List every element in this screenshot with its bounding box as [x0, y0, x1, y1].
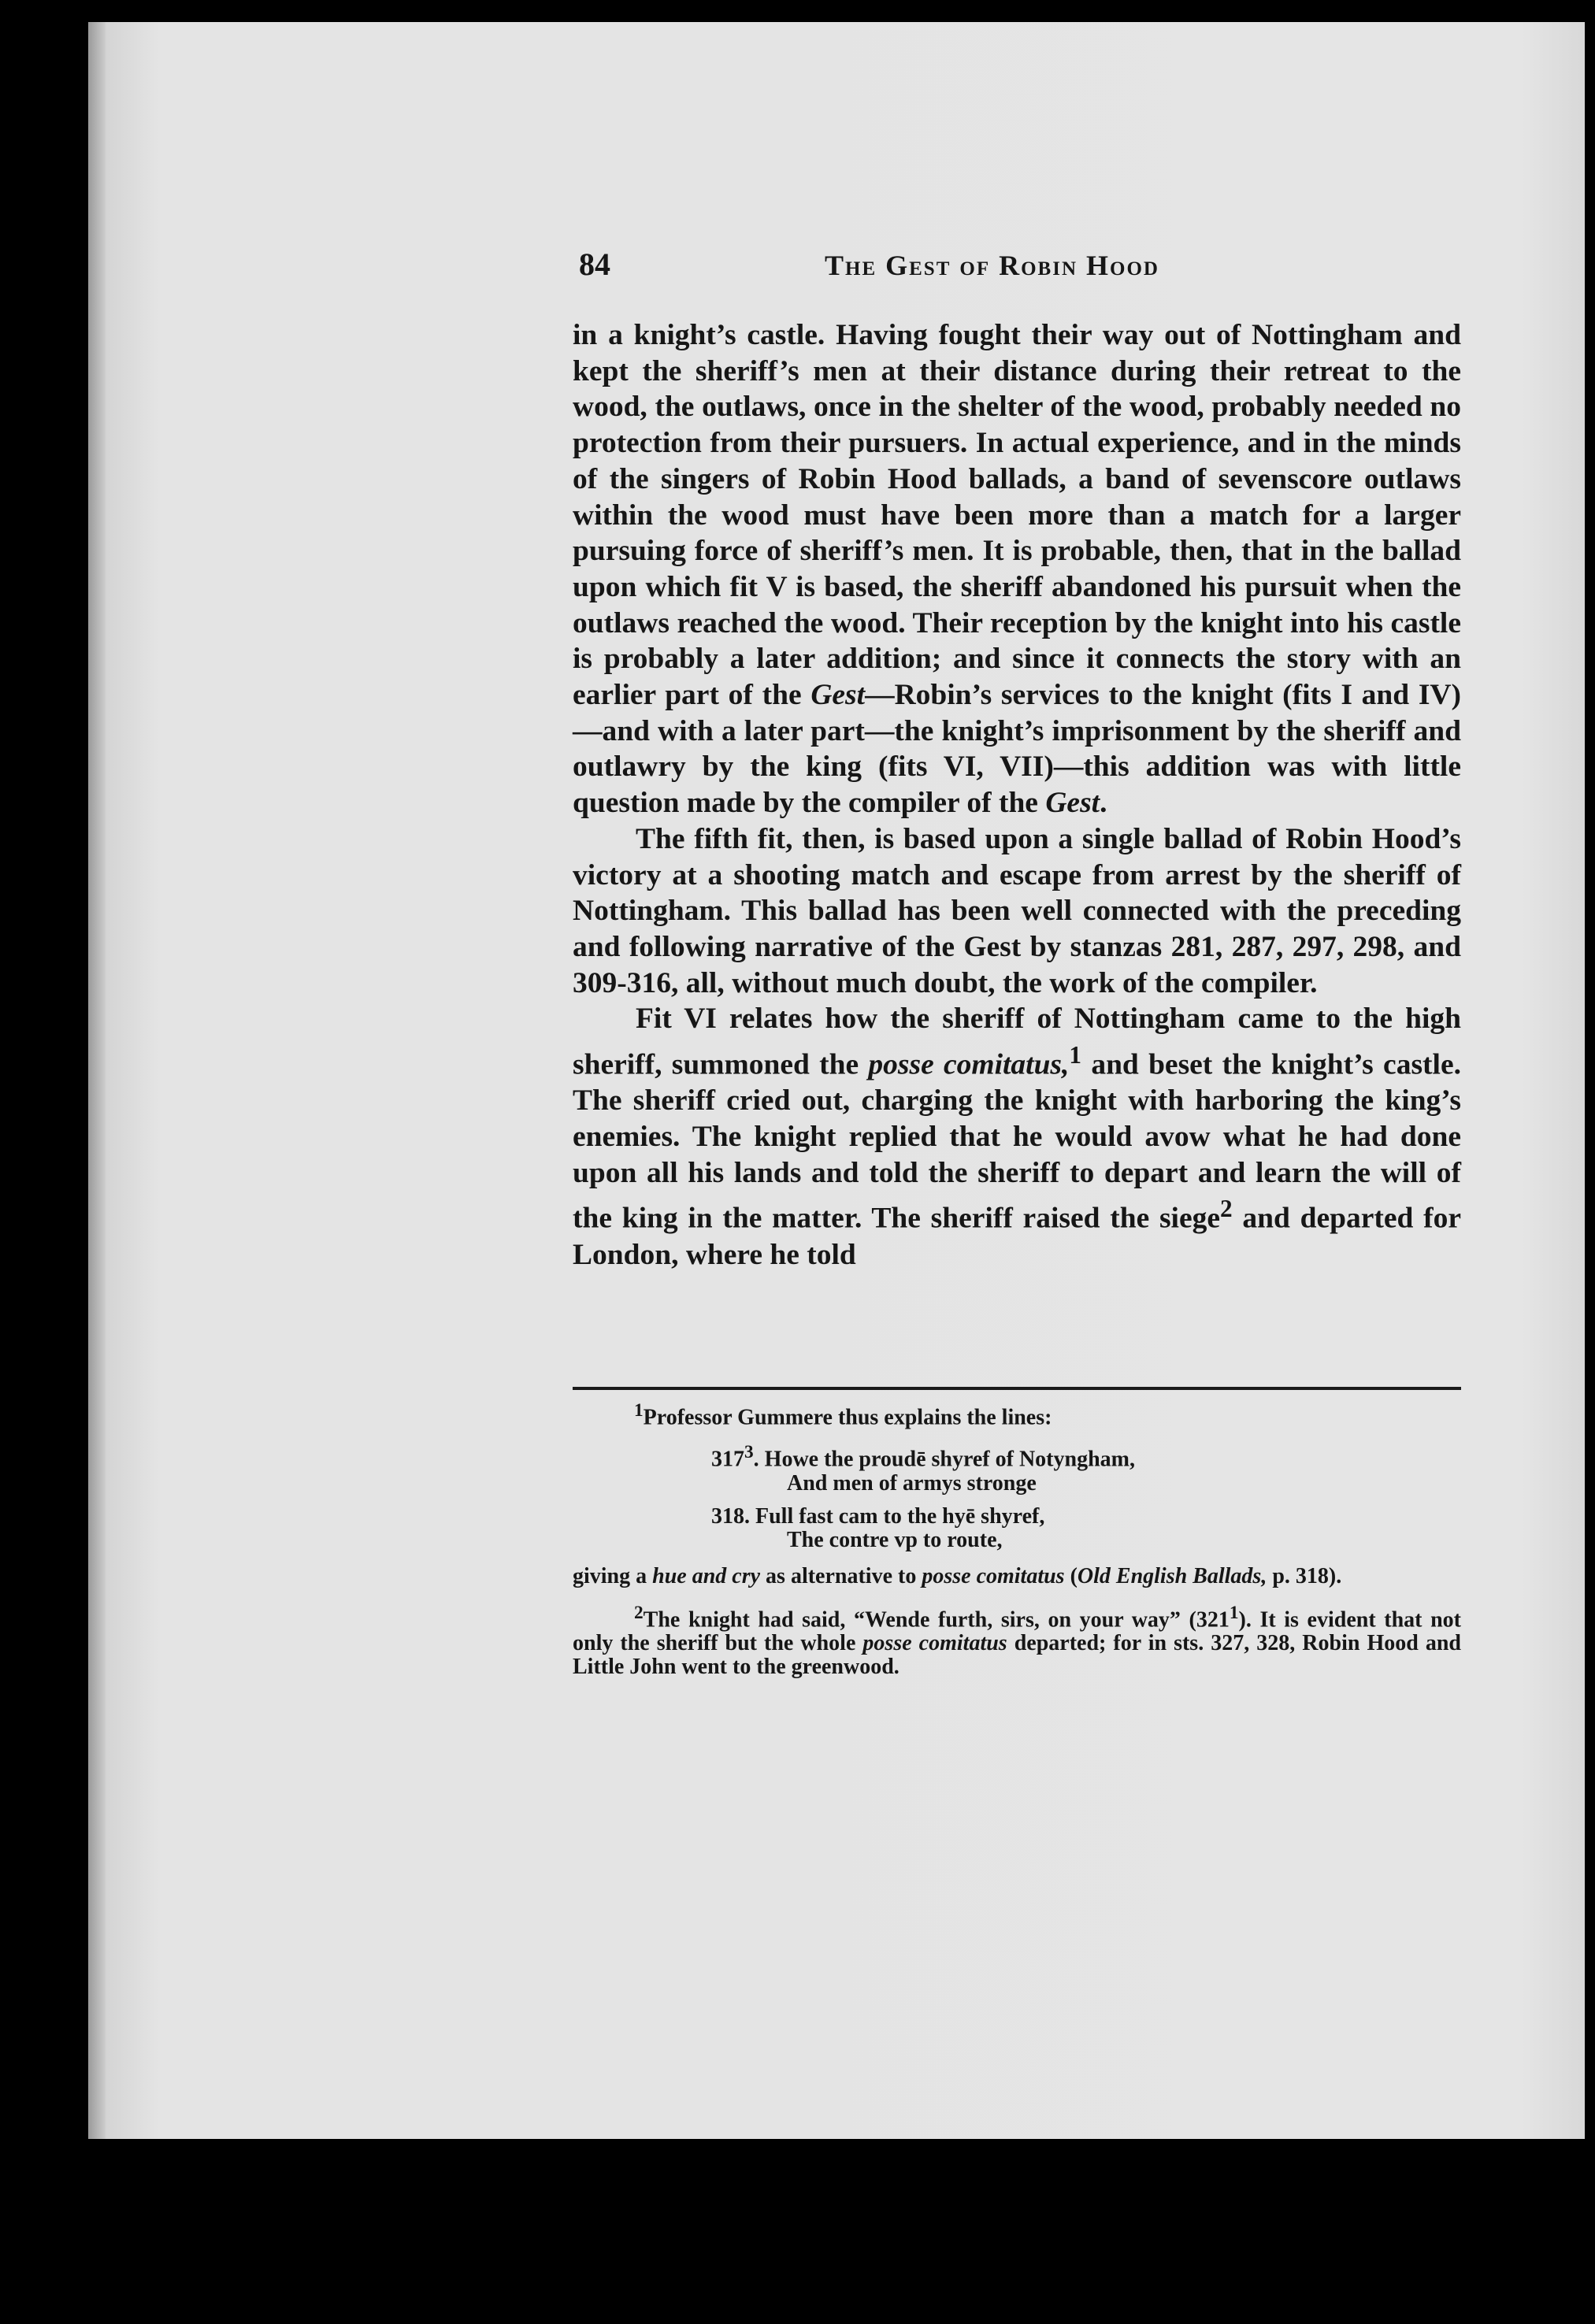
footnote-1-mark: 1	[634, 1400, 644, 1421]
footnote-ref-2: 2	[1220, 1195, 1233, 1223]
footnote-1-text-d: p. 318).	[1267, 1563, 1342, 1588]
stanza-number-318: 318.	[711, 1503, 750, 1529]
paragraph-1-text-a: in a knight’s castle. Having fought their way out of Nottingham and kept the sheriff’s men at their distance during their retreat to the wood, the outlaws, once in the shelter of the wood, probably needed no protection from their pursuers. In actual experience, and in the minds of the singers of Robin Hood ballads, a band of sevenscore outlaws within the wood must have been more than a match for a larger pursuing force of sheriff’s men. It is probable, then, that in the ballad upon which fit V is based, the sheriff abandoned his pursuit when the outlaws reached the wood. Their reception by the knight into his castle is probably a later addition; and since it connects the story with an earlier part of the	[573, 319, 1461, 712]
footnote-2-sup: 1	[1229, 1602, 1239, 1623]
footnote-1-intro	[573, 1399, 1461, 1429]
footnote-1-text-a: giving a	[573, 1563, 653, 1588]
footnote-1-intro-text: Professor Gummere thus explains the lines:	[643, 1405, 1052, 1430]
footnote-2-text-c: departed; for in sts. 327, 328, Robin Hood and Little John went to the greenwood.	[573, 1630, 1461, 1679]
paragraph-3	[573, 1001, 1461, 1273]
footnote-ref-1: 1	[1069, 1041, 1082, 1069]
posse-comitatus-footnote-term: posse comitatus	[922, 1563, 1065, 1588]
stanza-line-mark: 3	[744, 1442, 754, 1463]
page-header	[579, 246, 1461, 293]
footnotes	[573, 1399, 1461, 1679]
gest-title-1: Gest	[810, 679, 866, 712]
paragraph-1	[573, 317, 1461, 821]
posse-comitatus-footnote-2-term: posse comitatus	[862, 1630, 1007, 1655]
footnote-1-continuation	[573, 1565, 1461, 1588]
footnote-1-text-c: (	[1064, 1563, 1078, 1588]
page-number: 84	[579, 246, 610, 282]
paragraph-3-text-c: and departed for London, where he told	[573, 1202, 1461, 1271]
old-english-ballads-title: Old English Ballads,	[1077, 1563, 1267, 1588]
paragraph-3-text-a: Fit VI relates how the sheriff of Nottingham came to the high sheriff, summoned the	[573, 1003, 1461, 1081]
footnote-rule	[573, 1387, 1461, 1390]
paragraph-2: The fifth fit, then, is based upon a single ballad of Robin Hood’s victory at a shooting match and escape from arrest by the sheriff of Nottingham. This ballad has been well connected with the preceding and following narrative of the Gest by stanzas 281, 287, 297, 298, and 309-316, all, without much doubt, the work of the compiler.	[573, 822, 1461, 999]
verse-line-4: The contre vp to route,	[787, 1527, 1003, 1552]
verse-line-1-text: . Howe the proudē shyref of Notyngham,	[753, 1447, 1135, 1472]
paragraph-3-text-b: and beset the knight’s castle. The sheriff cried out, charging the knight with harboring the king’s enemies. The knight replied that he would avow what he had done upon all his lands and told the sheriff to depart and learn the will of the king in the matter. The sheriff raised the siege	[573, 1048, 1461, 1235]
footnote-2-text-a: The knight had said, “Wende furth, sirs, on your way” (321	[643, 1607, 1230, 1632]
hue-and-cry-term: hue and cry	[652, 1563, 761, 1588]
footnote-1-text-b: as alternative to	[760, 1563, 922, 1588]
running-head: The Gest of Robin Hood	[825, 250, 1159, 281]
posse-comitatus-term: posse comitatus,	[868, 1048, 1070, 1081]
paragraph-1-text-b: —Robin’s services to the knight (fits I and IV)—and with a later part—the knight’s imprisonment by the sheriff and outlawry by the king (fits VI, VII)—this addition was with little question made by the compiler of the	[573, 679, 1461, 820]
verse-line-3	[711, 1505, 1461, 1529]
verse-line-1	[711, 1440, 1461, 1471]
footnote-verse	[573, 1440, 1461, 1551]
verse-line-2: And men of armys stronge	[787, 1470, 1037, 1496]
paragraph-1-text-c: .	[1100, 787, 1107, 820]
gest-title-2: Gest	[1045, 787, 1100, 820]
body-text	[573, 317, 1461, 1273]
footnote-2	[573, 1601, 1461, 1679]
verse-line-3-text: Full fast cam to the hyē shyref,	[750, 1503, 1045, 1529]
stanza-number-317: 317	[711, 1447, 744, 1472]
footnote-2-mark: 2	[634, 1602, 644, 1623]
page-binding-edge	[88, 22, 106, 2139]
footnote-2-text-b: ). It is evident that not only the sheriff but the whole	[573, 1607, 1461, 1655]
